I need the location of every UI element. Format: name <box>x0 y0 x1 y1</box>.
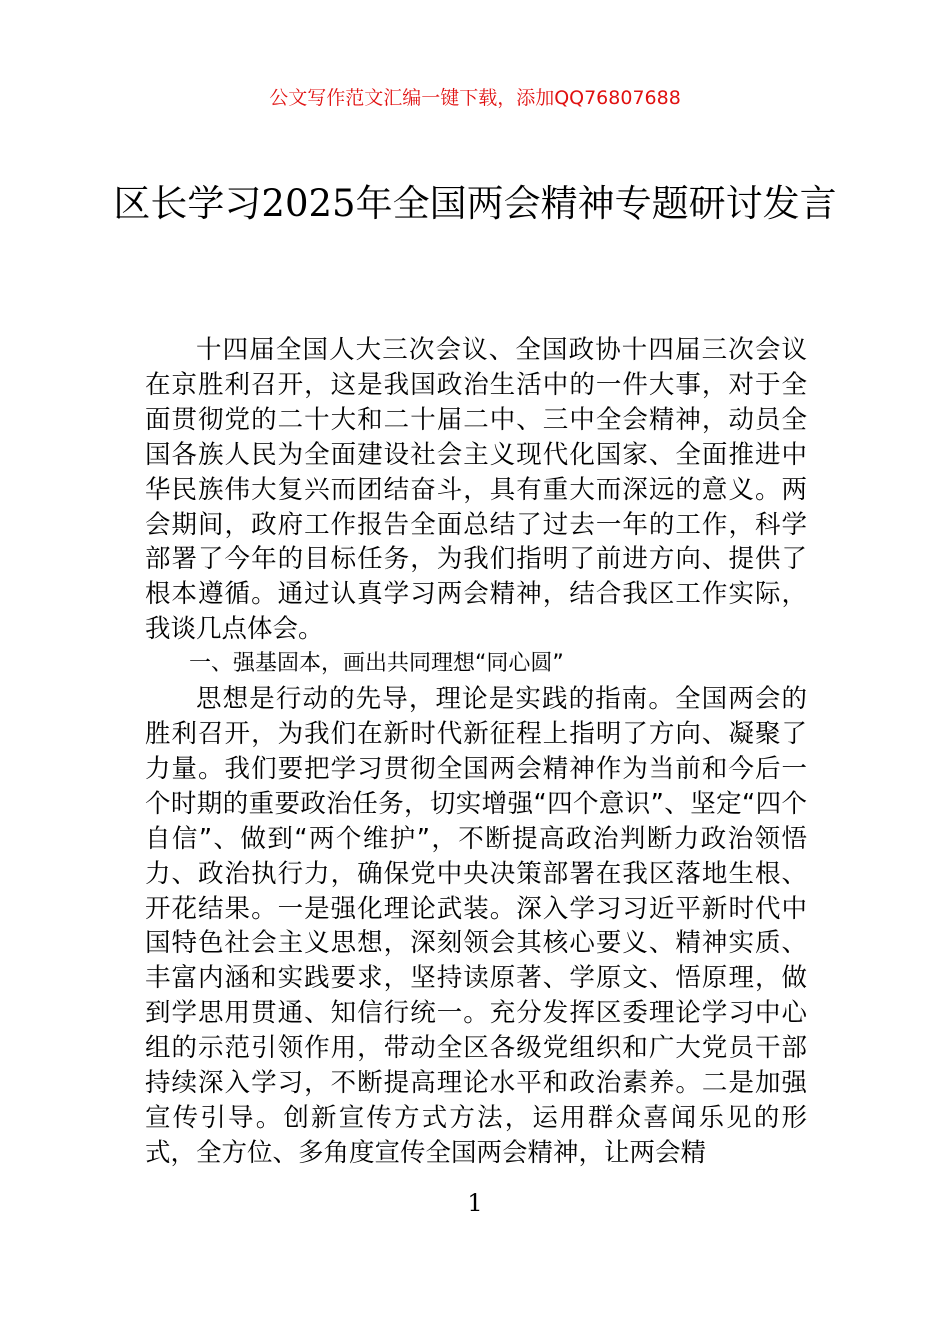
document-title: 区长学习2025年全国两会精神专题研讨发言 <box>113 182 837 225</box>
intro-paragraph: 十四届全国人大三次会议、全国政协十四届三次会议在京胜利召开，这是我国政治生活中的一件大事，对于全面贯彻党的二十大和二十届二中、三中全会精神，动员全国各族人民为全面建设社会主义现代化国家、全面推进中华民族伟大复兴而团结奋斗，具有重大而深远的意义。两会期间，政府工作报告全面总结了过去一年的工作，科学部署了今年的目标任务，为我们指明了前进方向、提供了根本遵循。通过认真学习两会精神，结合我区工作实际，我谈几点体会。 <box>145 335 807 645</box>
section-heading: 一、强基固本，画出共同理想“同心圆” <box>189 651 564 677</box>
section-paragraph: 思想是行动的先导，理论是实践的指南。全国两会的胜利召开，为我们在新时代新征程上指明了方向、凝聚了力量。我们要把学习贯彻全国两会精神作为当前和今后一个时期的重要政治任务，切实增强“四个意识”、坚定“四个自信”、做到“两个维护”，不断提高政治判断力政治领悟力、政治执行力，确保党中央决策部署在我区落地生根、开花结果。一是强化理论武装。深入学习习近平新时代中国特色社会主义思想，深刻领会其核心要义、精神实质、丰富内涵和实践要求，坚持读原著、学原文、悟原理，做到学思用贯通、知信行统一。充分发挥区委理论学习中心组的示范引领作用，带动全区各级党组织和广大党员干部持续深入学习，不断提高理论水平和政治素养。二是加强宣传引导。创新宣传方式方法，运用群众喜闻乐见的形式，全方位、多角度宣传全国两会精神，让两会精 <box>145 684 807 1168</box>
page-number: 1 <box>467 1189 483 1217</box>
document-body <box>145 333 807 1171</box>
promo-header: 公文写作范文汇编一键下载，添加QQ76807688 <box>269 87 681 109</box>
